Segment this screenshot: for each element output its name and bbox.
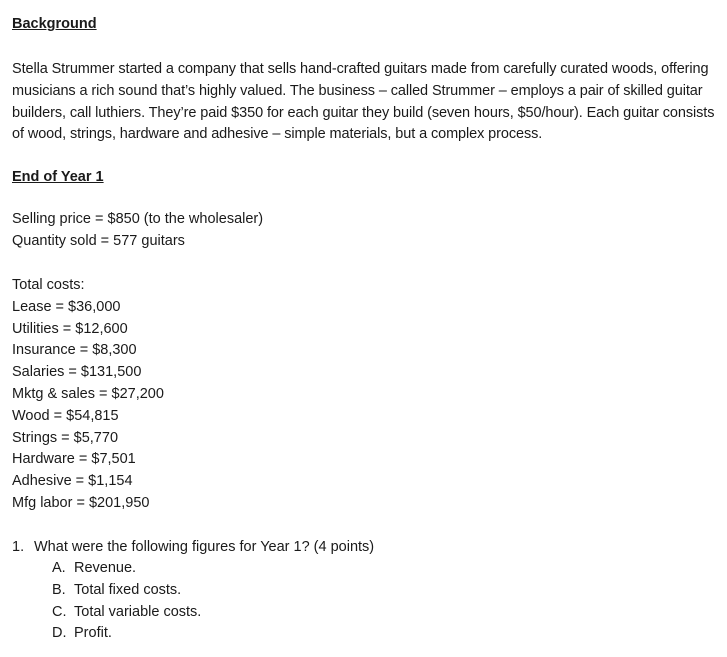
question-text: What were the following figures for Year 1? (4 points)	[34, 539, 375, 555]
cost-item-utilities: Utilities = $12,600	[12, 320, 128, 337]
cost-item-adhesive: Adhesive = $1,154	[12, 473, 133, 490]
option-d	[52, 623, 201, 645]
option-text: Total variable costs.	[74, 603, 202, 620]
option-letter: C.	[52, 603, 67, 620]
cost-item-insurance: Insurance = $8,300	[12, 342, 137, 359]
costs-title: Total costs:	[12, 277, 85, 293]
question-number: 1.	[12, 539, 25, 555]
option-a	[52, 558, 201, 580]
option-letter: A.	[52, 560, 66, 576]
cost-item-salaries: Salaries = $131,500	[12, 364, 142, 381]
question-1	[12, 537, 374, 559]
option-text: Revenue.	[74, 560, 137, 576]
option-letter: B.	[52, 581, 66, 598]
cost-item-lease: Lease = $36,000	[12, 298, 121, 315]
option-text: Profit.	[74, 625, 112, 642]
costs-list	[12, 275, 164, 515]
background-paragraph: Stella Strummer started a company that sells hand-crafted guitars made from carefully curated woods, offering musicians a rich sound that’s highly valued. The business – called Strummer – employs a pair of skilled guitar builders, call luthiers. They’re paid $350 for each guitar they build (seven hours, $50/hour). Each guitar consists of wood, strings, hardware and adhesive – simple materials, but a complex process.	[12, 61, 715, 143]
option-letter: D.	[52, 625, 67, 642]
year1-heading: End of Year 1	[12, 169, 104, 185]
cost-item-mktg-sales: Mktg & sales = $27,200	[12, 385, 164, 402]
question-options	[52, 558, 201, 645]
option-b	[52, 580, 201, 602]
cost-item-mfg-labor: Mfg labor = $201,950	[12, 494, 150, 511]
background-heading: Background	[12, 16, 97, 32]
sales-summary	[12, 209, 263, 253]
selling-price: Selling price = $850 (to the wholesaler)	[12, 211, 264, 227]
cost-item-wood: Wood = $54,815	[12, 407, 119, 424]
cost-item-hardware: Hardware = $7,501	[12, 451, 136, 468]
option-text: Total fixed costs.	[74, 581, 182, 598]
cost-item-strings: Strings = $5,770	[12, 429, 119, 446]
quantity-sold: Quantity sold = 577 guitars	[12, 232, 185, 249]
option-c	[52, 602, 201, 624]
